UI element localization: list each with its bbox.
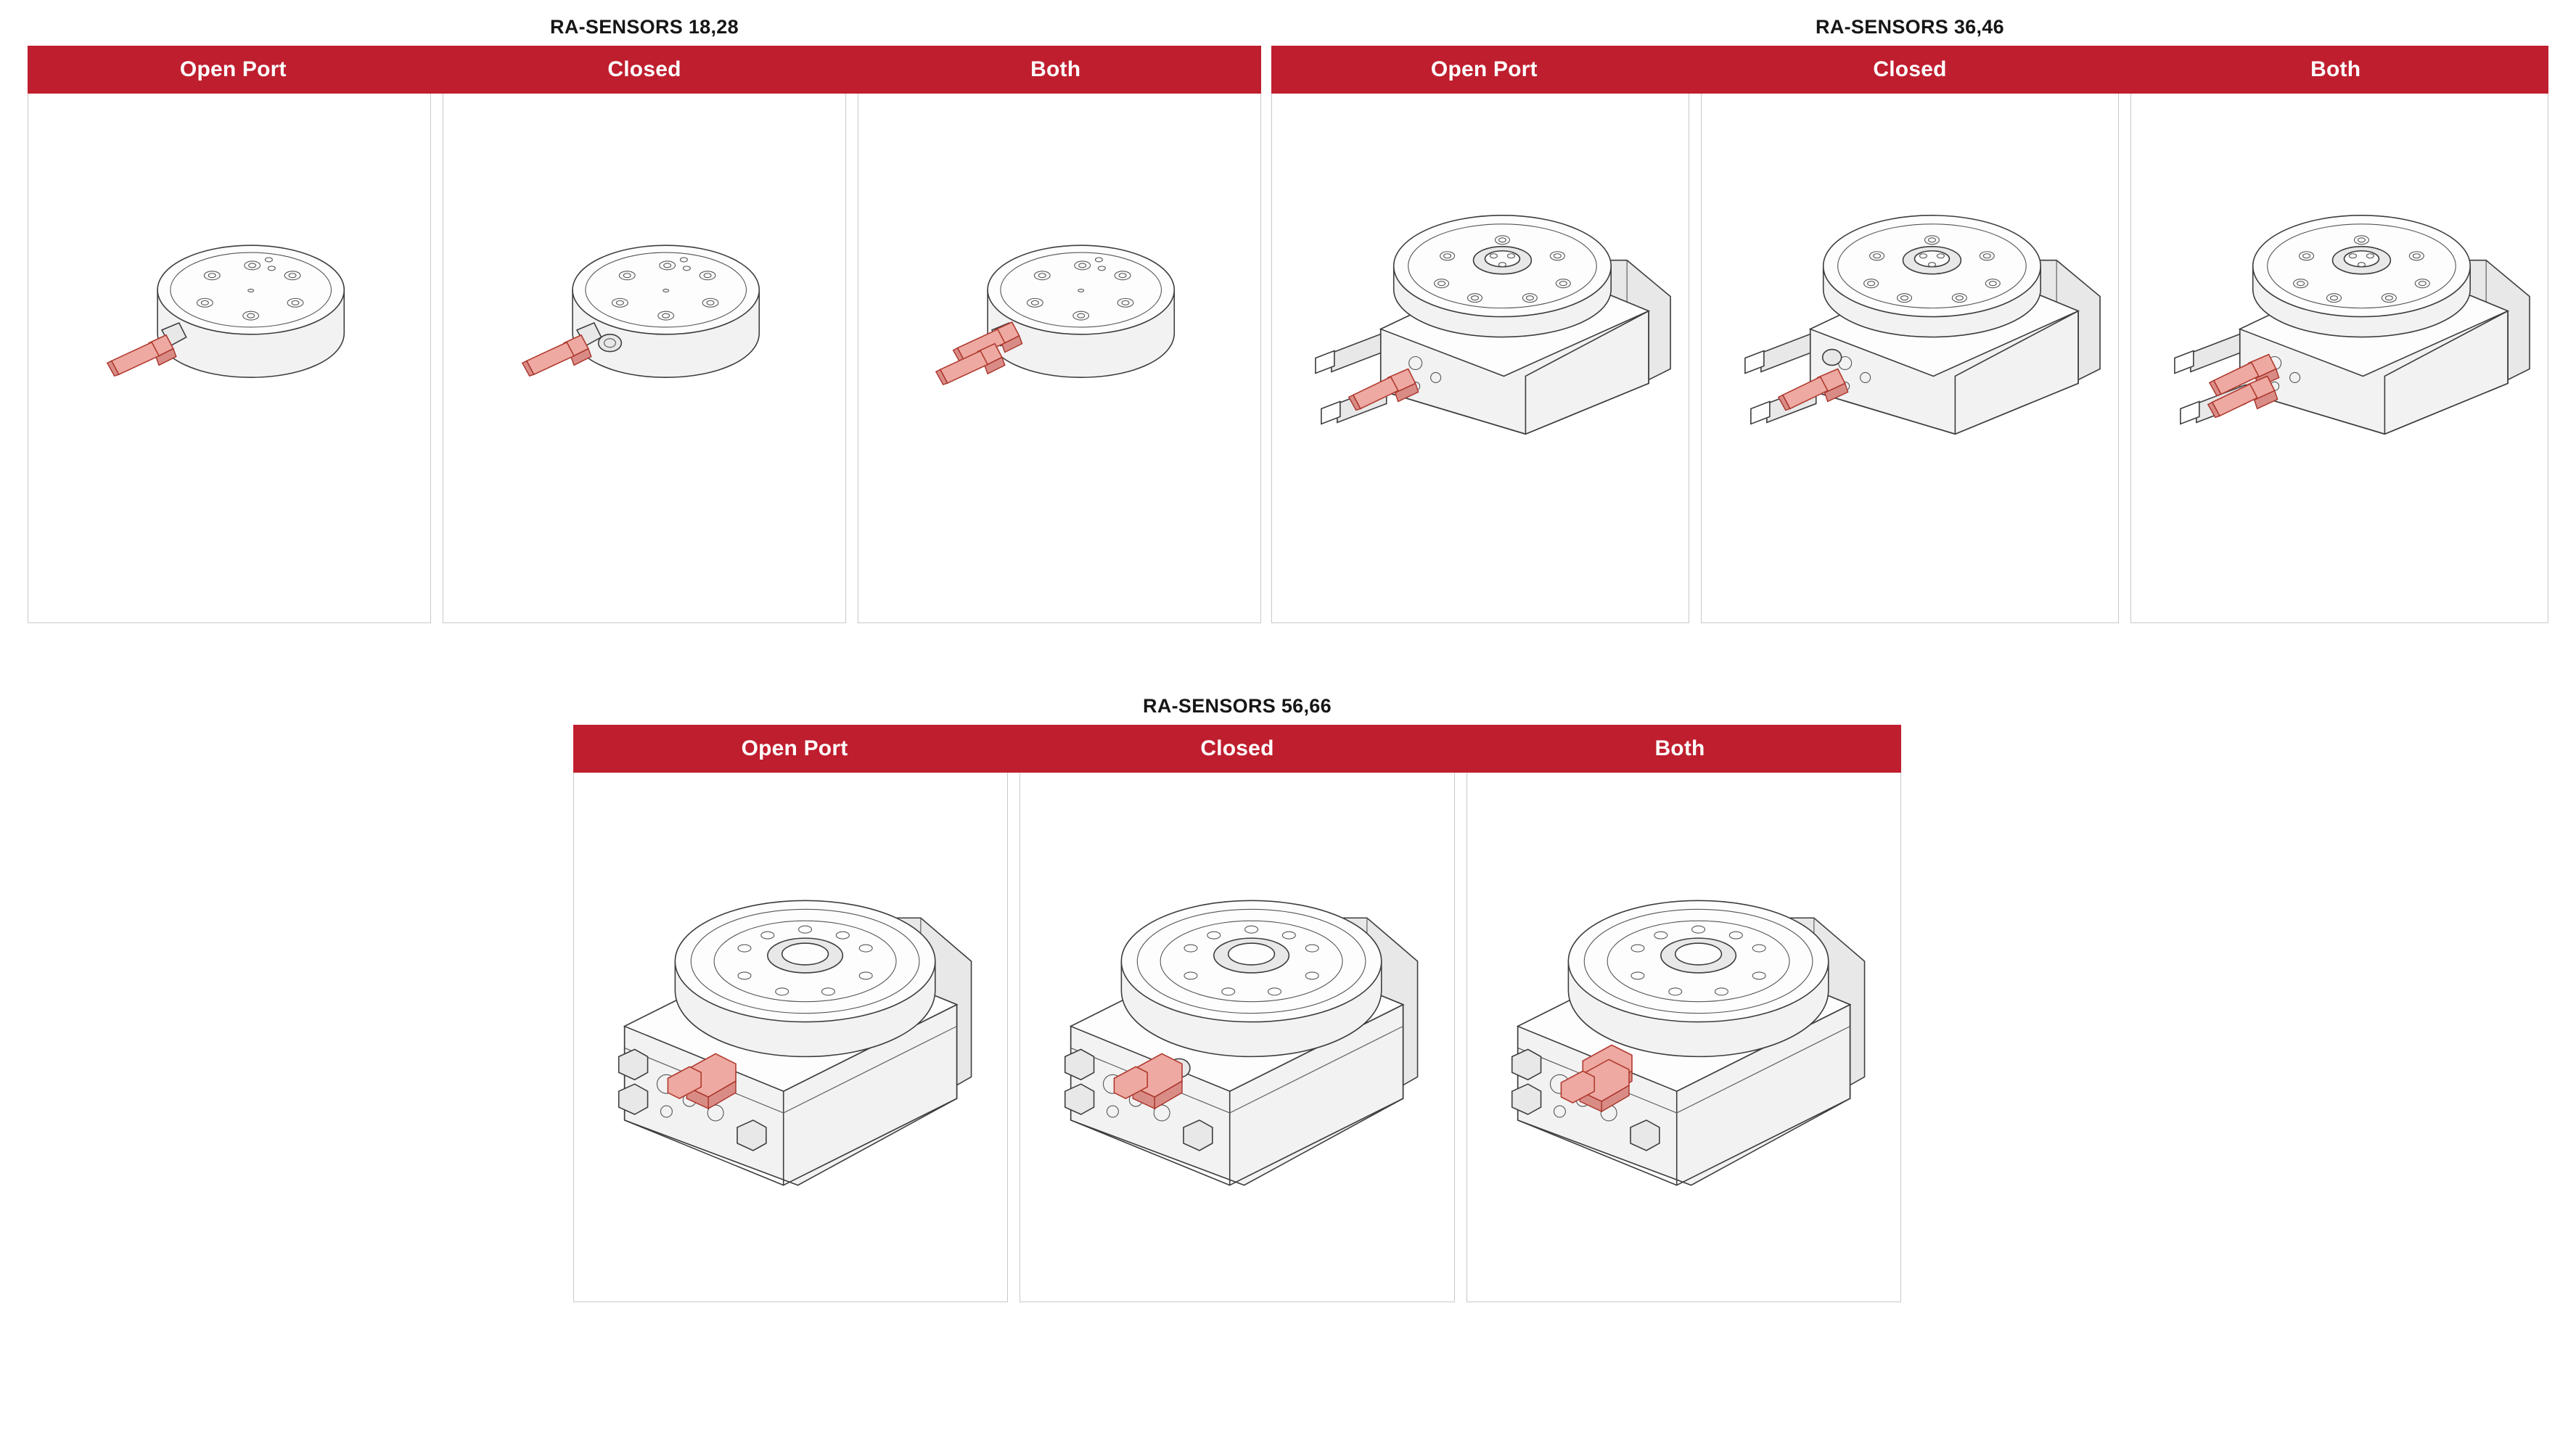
round-actuator-one-sensor-plug-drawing [443,94,845,622]
illustration-cell-both [2130,94,2548,623]
port-plug [599,334,622,352]
group-caption: RA-SENSORS 36,46 [1816,16,2004,38]
column-header-open-port: Open Port [741,736,848,760]
round-actuator-one-sensor-drawing [28,94,430,622]
body-row [1271,94,2548,623]
column-header-both: Both [2310,57,2361,81]
group-table [573,725,1901,1302]
group-ra-sensors-36-46 [1271,17,2548,623]
rect-actuator-one-sensor-plug-drawing [1702,94,2118,622]
column-header-closed: Closed [1873,57,1947,81]
illustration-cell-open-port [28,94,431,623]
column-header-open-port: Open Port [179,57,287,81]
header-row [573,725,1901,773]
column-header-both: Both [1030,57,1081,81]
large-actuator-one-sensor-drawing [574,773,1007,1302]
illustration-cell-both [858,94,1261,623]
large-actuator-two-sensors-drawing [1467,773,1900,1302]
illustration-cell-closed [1020,773,1454,1302]
illustration-cell-open-port [573,773,1008,1302]
column-header-closed: Closed [1200,736,1274,760]
round-actuator-two-sensors-drawing [858,94,1260,622]
group-caption: RA-SENSORS 56,66 [1143,695,1332,717]
body-row [573,773,1901,1302]
illustration-cell-closed [1701,94,2119,623]
group-ra-sensors-18-28 [28,17,1261,623]
header-row [28,46,1261,94]
large-actuator-one-sensor-plug-drawing [1020,773,1453,1302]
rect-actuator-two-sensors-drawing [2131,94,2548,622]
rect-actuator-one-sensor-drawing [1272,94,1689,622]
column-header-both: Both [1654,736,1705,760]
column-header-closed: Closed [607,57,681,81]
header-row [1271,46,2548,94]
group-ra-sensors-56-66 [573,696,1901,1302]
group-caption: RA-SENSORS 18,28 [550,16,739,38]
illustration-cell-open-port [1271,94,1689,623]
illustration-cell-both [1467,773,1901,1302]
group-table [1271,46,2548,623]
group-table [28,46,1261,623]
body-row [28,94,1261,623]
illustration-cell-closed [443,94,846,623]
column-header-open-port: Open Port [1430,57,1538,81]
port-plug [1823,350,1842,366]
